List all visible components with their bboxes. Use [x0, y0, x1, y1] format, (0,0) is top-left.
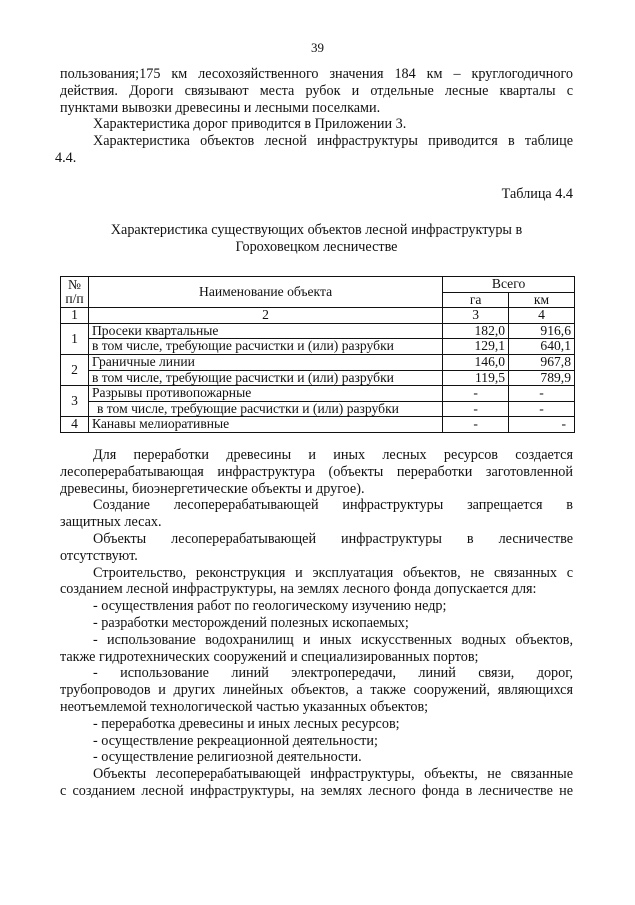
paragraph-line: с созданием лесной инфраструктуры, на землях лесного фонда в лесничестве не — [60, 782, 573, 799]
paragraph-line: Характеристика объектов лесной инфраструктуры приводится в таблице — [93, 133, 573, 150]
paragraph-line: Объекты лесоперерабатывающей инфраструктуры в лесничестве — [93, 530, 573, 547]
table-row — [61, 323, 575, 339]
row-ha: - — [443, 401, 509, 417]
row-km: 640,1 — [509, 339, 575, 355]
row-ha: 129,1 — [443, 339, 509, 355]
table-row — [61, 401, 575, 417]
row-ha: - — [443, 386, 509, 402]
row-num: 1 — [61, 323, 89, 354]
list-item: - разработки месторождений полезных ископаемых; — [93, 614, 409, 631]
row-num: 3 — [61, 386, 89, 417]
paragraph-line: лесоперерабатывающая инфраструктура (объекты переработки заготовленной — [60, 463, 573, 480]
paragraph-line: Создание лесоперерабатывающей инфраструктуры запрещается в — [93, 497, 573, 514]
table-row — [61, 339, 575, 355]
top-text — [55, 66, 573, 167]
row-ha: 146,0 — [443, 354, 509, 370]
table-header-row — [61, 277, 575, 293]
paragraph-line: древесины, биоэнергетические объекты и другое). — [60, 480, 365, 497]
table-title-line: Гороховецком лесничестве — [235, 238, 398, 255]
paragraph-line: пользования;175 км лесохозяйственного значения 184 км – круглогодичного — [60, 66, 573, 82]
table-title-line: Характеристика существующих объектов лесной инфраструктуры в — [110, 222, 523, 238]
bottom-text — [60, 447, 573, 800]
table-row — [61, 354, 575, 370]
table-row — [61, 417, 575, 433]
table-cell: 4 — [509, 308, 575, 324]
list-item-line: неотъемлемой технологической частью указанных объектов; — [60, 698, 429, 715]
list-item: - осуществление религиозной деятельности. — [93, 749, 362, 766]
row-ha: 119,5 — [443, 370, 509, 386]
row-km: 916,6 — [509, 323, 575, 339]
paragraph-line: Объекты лесоперерабатывающей инфраструктуры, объекты, не связанные — [93, 766, 573, 783]
row-num: 2 — [61, 354, 89, 385]
paragraph-line: отсутствуют. — [60, 547, 138, 564]
paragraph-line: 4.4. — [55, 149, 77, 166]
row-name: Разрывы противопожарные — [88, 386, 442, 402]
page-number: 39 — [311, 40, 324, 55]
paragraph-line: защитных лесах. — [60, 514, 162, 531]
row-ha: 182,0 — [443, 323, 509, 339]
row-name: в том числе, требующие расчистки и (или) разрубки — [88, 401, 442, 417]
row-num: 4 — [61, 417, 89, 433]
row-name: Канавы мелиоративные — [88, 417, 442, 433]
list-item: - переработка древесины и иных лесных ресурсов; — [93, 715, 400, 732]
row-km: - — [509, 417, 575, 433]
row-name: Просеки квартальные — [88, 323, 442, 339]
row-km: - — [509, 386, 575, 402]
header-name: Наименование объекта — [88, 277, 442, 308]
header-ha: га — [443, 292, 509, 308]
list-item: - использование водохранилищ и иных искусственных водных объектов, — [93, 631, 573, 648]
table-cell: 2 — [88, 308, 442, 324]
table-row — [61, 370, 575, 386]
list-item: - осуществления работ по геологическому изучению недр; — [93, 598, 447, 615]
paragraph-line: Строительство, реконструкция и эксплуатация объектов, не связанных с — [93, 564, 573, 581]
table-index-row — [61, 308, 575, 324]
row-name: Граничные линии — [88, 354, 442, 370]
table-row — [61, 386, 575, 402]
paragraph-line: действия. Дороги связывают места рубок и отдельные лесные кварталы с — [60, 82, 573, 99]
table-caption: Таблица 4.4 — [501, 186, 573, 202]
paragraph-line: Для переработки древесины и иных лесных ресурсов создается — [93, 447, 573, 463]
paragraph-line: пунктами вывозки древесины и лесными поселками. — [60, 99, 381, 116]
table-cell: 3 — [443, 308, 509, 324]
header-num: № п/п — [61, 277, 89, 308]
header-km: км — [509, 292, 575, 308]
table-title — [60, 222, 573, 256]
row-name: в том числе, требующие расчистки и (или) разрубки — [88, 339, 442, 355]
list-item: - осуществление рекреационной деятельности; — [93, 732, 378, 749]
table-cell: 1 — [61, 308, 89, 324]
paragraph-line: созданием лесной инфраструктуры, на землях лесного фонда допускается для: — [60, 581, 537, 598]
infrastructure-table — [60, 276, 575, 433]
paragraph: Характеристика дорог приводится в Приложении 3. — [93, 116, 407, 133]
list-item-line: трубопроводов и других линейных объектов, а также сооружений, являющихся — [60, 682, 573, 699]
row-name: в том числе, требующие расчистки и (или) разрубки — [88, 370, 442, 386]
row-km: 789,9 — [509, 370, 575, 386]
row-km: - — [509, 401, 575, 417]
row-km: 967,8 — [509, 354, 575, 370]
list-item-line: также гидротехнических сооружений и специализированных портов; — [60, 648, 479, 665]
header-total: Всего — [443, 277, 575, 293]
row-ha: - — [443, 417, 509, 433]
list-item: - использование линий электропередачи, линий связи, дорог, — [93, 665, 573, 682]
